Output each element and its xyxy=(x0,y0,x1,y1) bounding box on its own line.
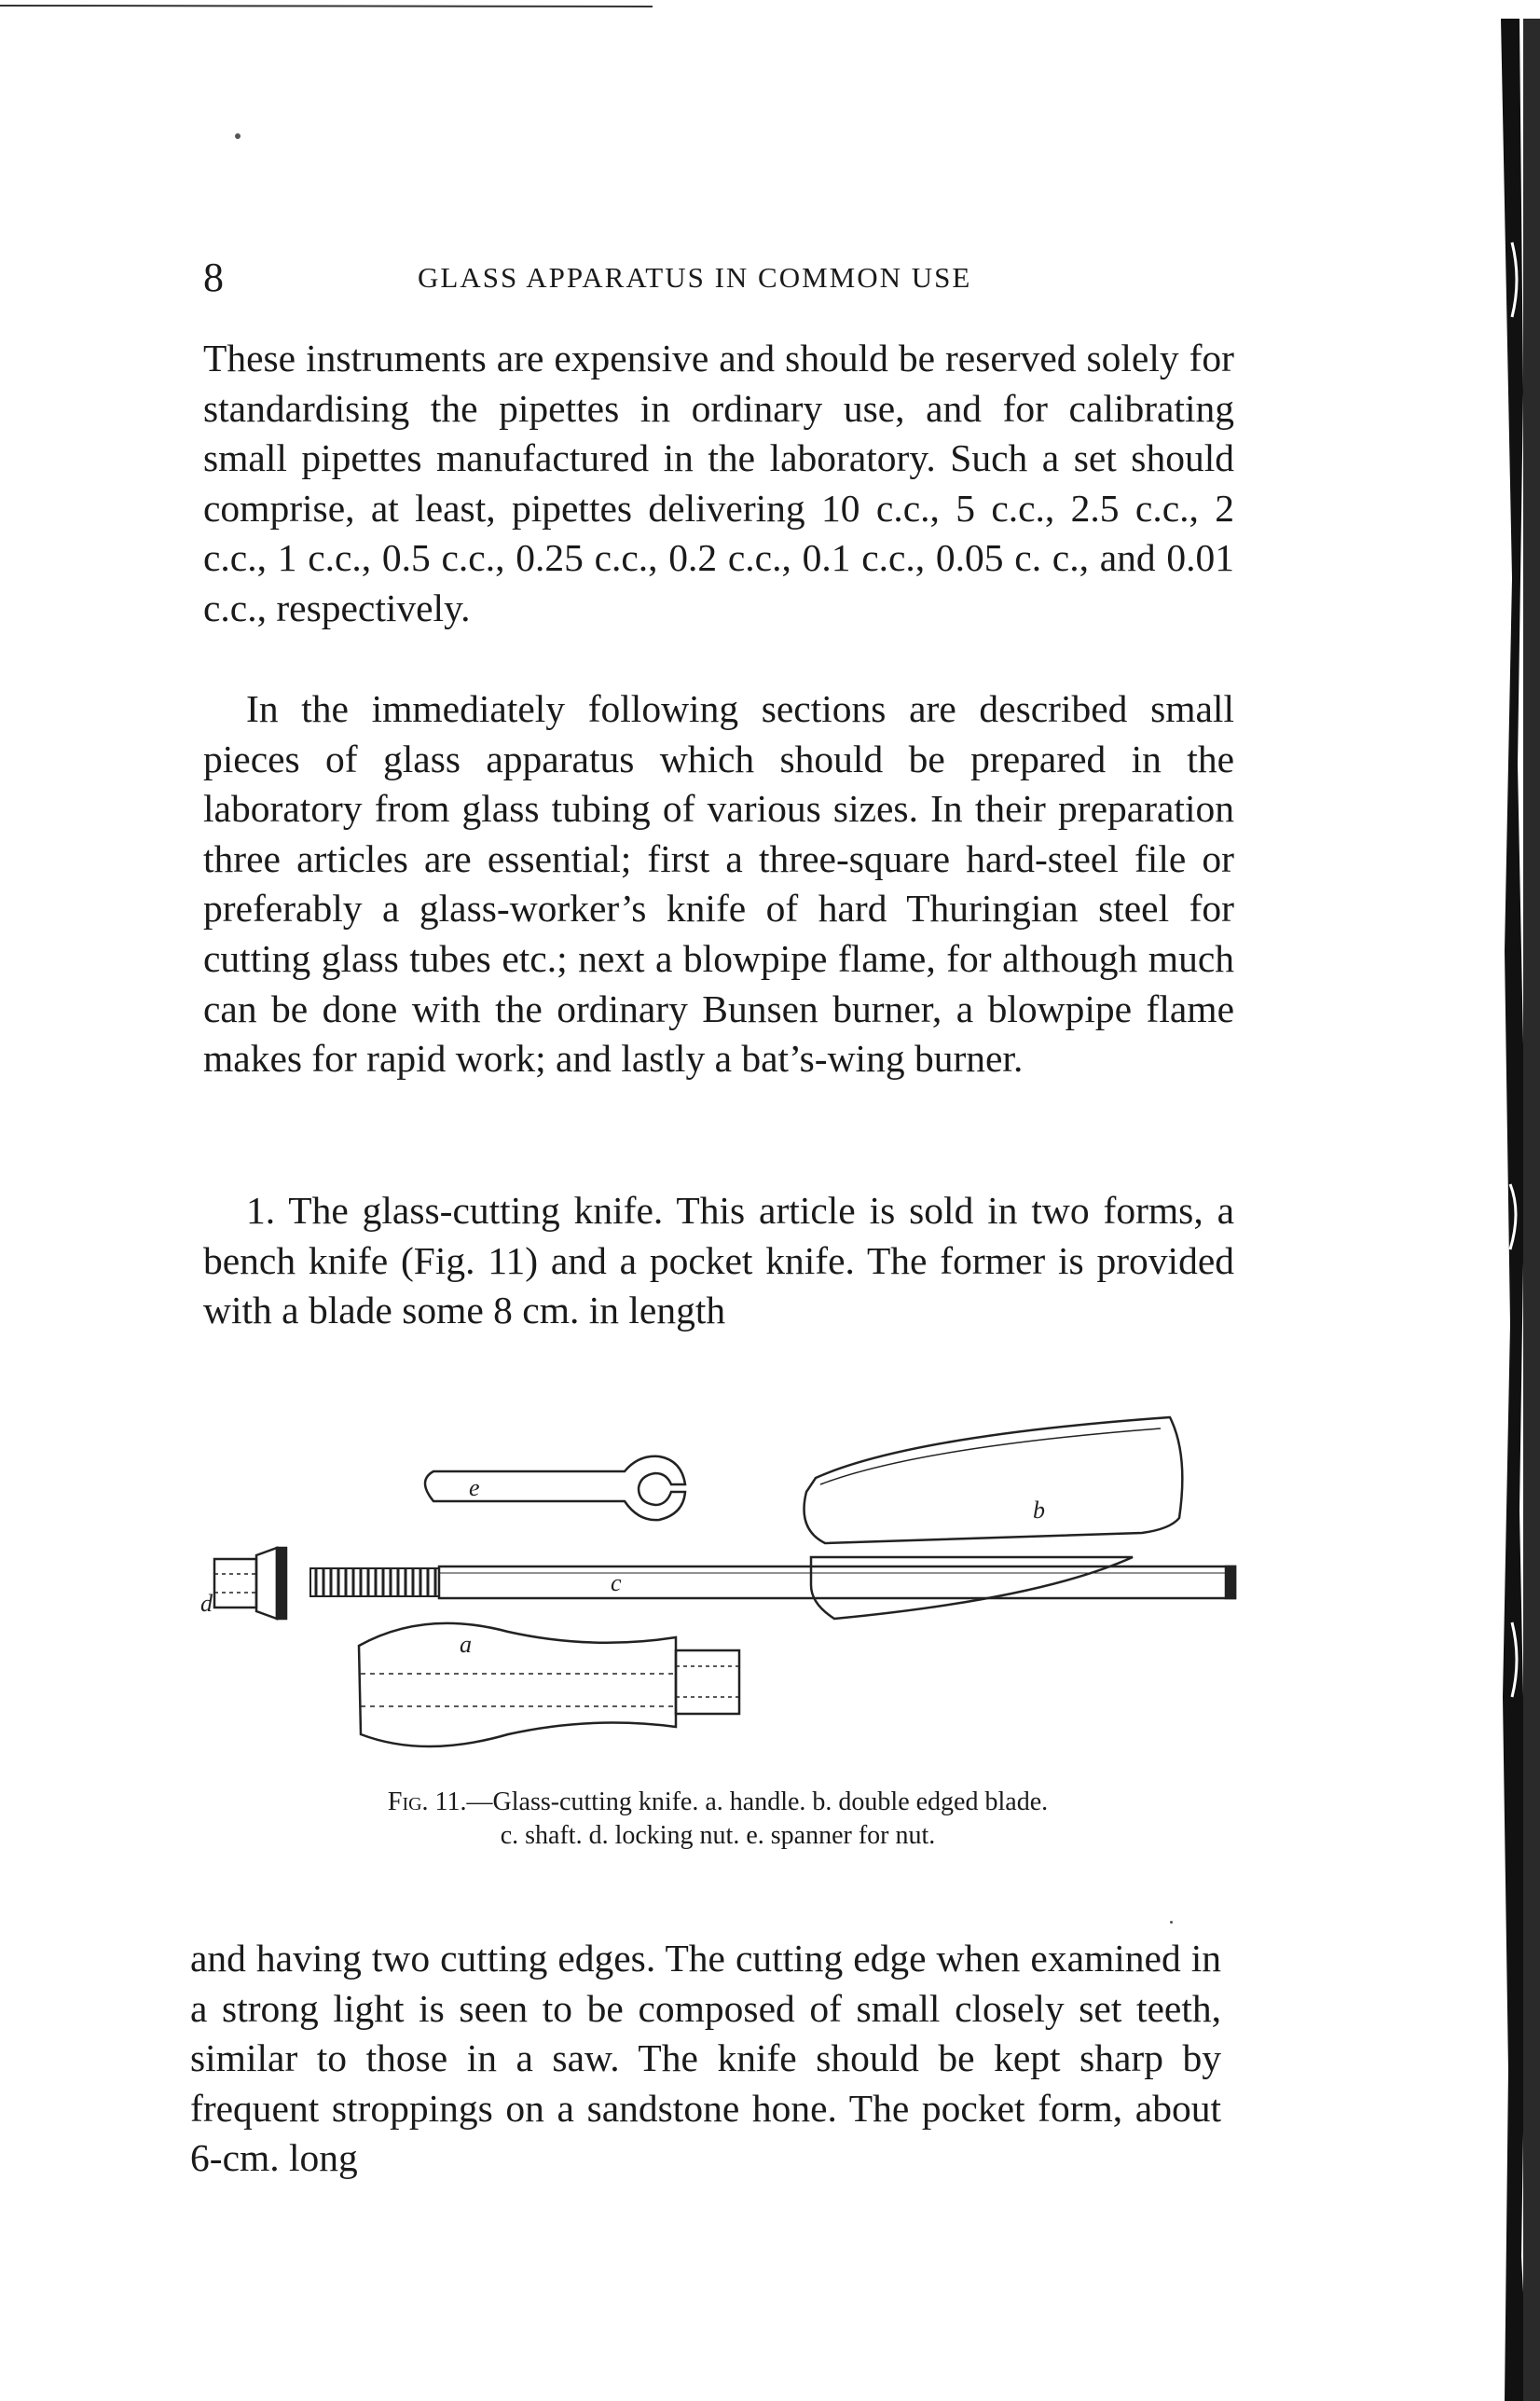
shaft-drawing xyxy=(439,1566,1235,1598)
caption-figure-label: Fig. 11. xyxy=(387,1787,467,1816)
running-head: GLASS APPARATUS IN COMMON USE xyxy=(418,261,972,294)
page-binding-edge xyxy=(1492,19,1540,2401)
speck xyxy=(235,133,241,139)
label-c: c xyxy=(611,1569,622,1596)
thread-drawing xyxy=(310,1568,439,1596)
page-number: 8 xyxy=(203,255,224,300)
locking-nut-drawing xyxy=(214,1548,286,1619)
label-a: a xyxy=(460,1631,472,1658)
handle-drawing xyxy=(359,1623,739,1746)
paragraph-4: and having two cutting edges. The cutting edge when examined in a strong light is seen to be composed of small closely set teeth, similar to those in a saw. The knife should be kept sharp by frequent stroppings on a sandstone hone. The pocket form, about 6-cm. long xyxy=(190,1937,1221,2180)
caption-line-1: —Glass-cutting knife. a. handle. b. double edged blade. xyxy=(466,1787,1049,1816)
label-b: b xyxy=(1033,1497,1045,1524)
speck xyxy=(1170,1921,1173,1924)
blade-drawing xyxy=(804,1417,1183,1619)
paragraph-2: In the immediately following sections are described small pieces of glass apparatus which should be prepared in the laboratory from glass tubing of various sizes. In their preparation three articles are essential; first a three-square hard-steel file or preferably a glass-worker’s knife of hard Thuringian steel for cutting glass tubes etc.; next a blowpipe flame, for although much can be done with the ordinary Bunsen burner, a blowpipe flame makes for rapid work; and lastly a bat’s-wing burner. xyxy=(203,687,1234,1081)
top-rule xyxy=(0,4,653,9)
label-d: d xyxy=(200,1590,213,1617)
figure-glass-cutting-knife xyxy=(200,1399,1249,1772)
paragraph-3: 1. The glass-cutting knife. This article is sold in two forms, a bench knife (Fig. 11) and a pocket knife. The former is provided with a blade some 8 cm. in length xyxy=(203,1189,1234,1332)
label-e: e xyxy=(469,1474,480,1501)
spanner-drawing xyxy=(425,1456,685,1520)
paragraph-1: These instruments are expensive and should be reserved solely for standardising the pipettes in ordinary use, and for calibrating small pipettes manufactured in the laboratory. Such a set should comprise, at least, pipettes delivering 10 c.c., 5 c.c., 2.5 c.c., 2 c.c., 1 c.c., 0.5 c.c., 0.25 c.c., 0.2 c.c., 0.1 c.c., 0.05 c. c., and 0.01 c.c., respectively. xyxy=(203,337,1234,629)
page-header xyxy=(203,254,1238,310)
figure-caption xyxy=(186,1786,1249,1853)
caption-line-2: c. shaft. d. locking nut. e. spanner for nut. xyxy=(500,1821,936,1850)
